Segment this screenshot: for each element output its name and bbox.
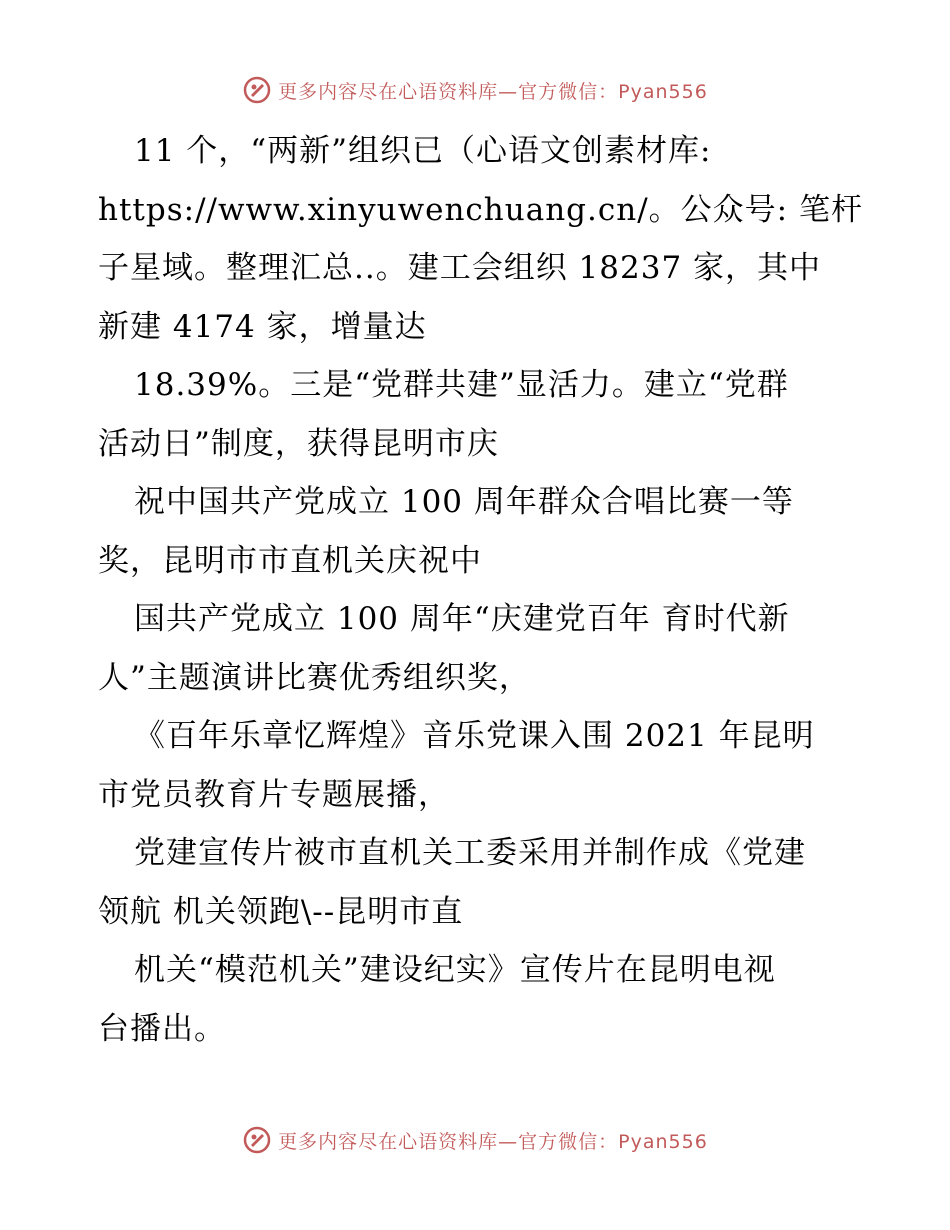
text-line: 子星域。整理汇总..。建工会组织 18237 家，其中 xyxy=(98,250,822,286)
footer-watermark xyxy=(0,1120,950,1160)
paragraph xyxy=(98,824,858,941)
text-line: 《百年乐章忆辉煌》音乐党课入围 2021 年昆明 xyxy=(134,718,815,754)
paragraph xyxy=(98,941,858,1058)
paragraph xyxy=(98,356,858,473)
paragraph xyxy=(98,707,858,824)
text-line: 党建宣传片被市直机关工委采用并制作成《党建 xyxy=(134,835,806,871)
text-line: 台播出。 xyxy=(98,1010,226,1047)
text-line: 新建 4174 家，增量达 xyxy=(98,308,427,345)
text-line: 领航 机关领跑\--昆明市直 xyxy=(98,893,464,930)
text-line: 市党员教育片专题展播， xyxy=(98,776,450,813)
watermark-text: 更多内容尽在心语资料库—官方微信：Pyan556 xyxy=(278,80,708,103)
paragraph xyxy=(98,590,858,707)
text-line: 18.39%。三是“党群共建”显活力。建立“党群 xyxy=(134,367,789,403)
logo-icon xyxy=(242,75,272,105)
document-body xyxy=(98,122,863,1058)
text-line: https://www.xinyuwenchuang.cn/。公众号: 笔杆 xyxy=(98,191,863,228)
text-line: 奖，昆明市市直机关庆祝中 xyxy=(98,542,482,579)
logo-icon xyxy=(242,1125,272,1155)
text-line: 祝中国共产党成立 100 周年群众合唱比赛一等 xyxy=(134,484,794,520)
header-watermark xyxy=(0,70,950,110)
text-line: 人”主题演讲比赛优秀组织奖， xyxy=(98,659,531,696)
watermark-text: 更多内容尽在心语资料库—官方微信：Pyan556 xyxy=(278,1130,708,1153)
text-line: 11 个，“两新”组织已（心语文创素材库: xyxy=(134,133,712,169)
text-line: 活动日”制度，获得昆明市庆 xyxy=(98,425,499,462)
text-line: 国共产党成立 100 周年“庆建党百年 育时代新 xyxy=(134,601,790,637)
paragraph xyxy=(98,122,863,356)
text-line: 机关“模范机关”建设纪实》宣传片在昆明电视 xyxy=(134,952,776,988)
paragraph xyxy=(98,473,858,590)
